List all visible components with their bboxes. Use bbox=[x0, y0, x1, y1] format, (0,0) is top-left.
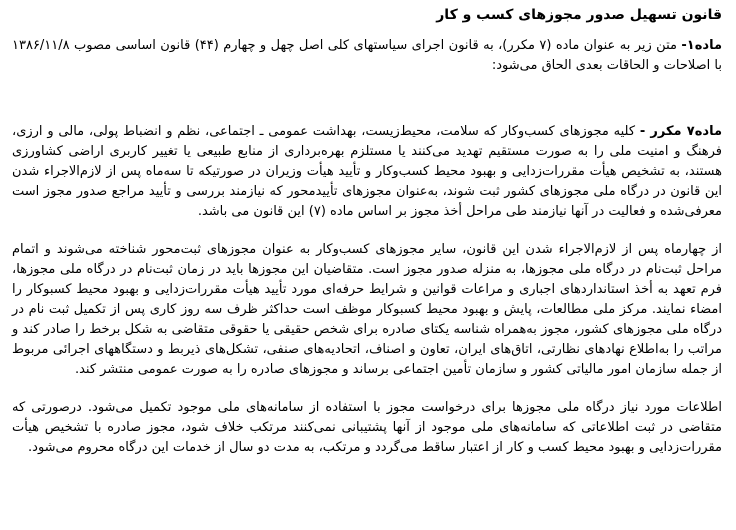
article-7-repeat-label: ماده۷ مکرر - bbox=[639, 124, 722, 139]
registration-paragraph: از چهارماه پس از لازم‌الاجراء شدن این قانون، سایر مجوزهای کسب‌وکار به عنوان مجوزهای ثبت‌محور شناخته می‌شوند و اتمام مراحل ثبت‌نام در درگاه ملی مجوزها، به منزله صدور مجوز است. متقاضیان این مجوزها باید در زمان ثبت‌نام در درگاه ملی مجوزها، فرم تعهد به أخذ استانداردهای اجباری و مراعات قوانین و شرایط حرفه‌ای مورد تأیید هیأت مقررات‌زدایی و بهبود محیط کسبوکار را امضاء نمایند. مرکز ملی مطالعات، پایش و بهبود محیط کسبوکار موظف است حداکثر ظرف سه روز کاری پس از تکمیل ثبت نام در درگاه ملی مجوزهای کشور، مجوز به‌همراه شناسه یکتای صادره برای شخص حقیقی یا حقوقی متقاضی به شکل برخط را صادر کند و مراتب را به‌اطلاع نهادهای نظارتی، اتاق‌های ایران، تعاون و اصناف، اتحادیه‌های صنفی، تشکل‌های ذیربط و دستگاههای اجرائی مربوط از جمله سازمان امور مالیاتی کشور و سازمان تأمین اجتماعی برساند و مجوزهای صادره را به صورت عمومی منتشر کند. bbox=[12, 242, 722, 377]
article-7-repeat-text: کلیه مجوزهای کسب‌وکار که سلامت، محیط‌زیست، بهداشت عمومی ـ اجتماعی، نظم و انضباط پولی، مالی و ارزی، فرهنگ و امنیت ملی را به صورت مستقیم تهدید می‌کنند یا مستلزم بهره‌برداری از منابع طبیعی یا تغییر کاربری اراضی کشاورزی هستند، به تشخیص هیأت مقررات‌زدایی و بهبود محیط کسب‌وکار و تأیید هیأت وزیران در صورتیکه تا سه‌ماه پس از لازم‌الاجراء شدن این قانون در درگاه ملی مجوزهای کشور ثبت شوند، به‌عنوان مجوزهای تأییدمحور که نیازمند بررسی و تأیید مراجع صدور مجوز است معرفی‌شده و فعالیت در آنها نیازمند طی مراحل أخذ مجوز بر اساس ماده (۷) این قانون می باشد. bbox=[12, 124, 722, 219]
article-1-paragraph bbox=[12, 36, 722, 76]
paragraph-spacer bbox=[12, 380, 722, 398]
paragraph-spacer bbox=[12, 222, 722, 240]
document-title: قانون تسهیل صدور مجوزهای کسب و کار bbox=[436, 7, 722, 23]
article-7-repeat-paragraph bbox=[12, 122, 722, 222]
information-paragraph: اطلاعات مورد نیاز درگاه ملی مجوزها برای درخواست مجوز با استفاده از سامانه‌های ملی موجود تکمیل می‌شود. درصورتی که متقاضی در ثبت اطلاعاتی که سامانه‌های ملی موجود از آنها پشتیبانی نمی‌کنند مرتکب خلاف شود، مجوز صادره با تشخیص هیأت مقررات‌زدایی و بهبود محیط کسب و کار از اعتبار ساقط می‌گردد و مرتکب، به مدت دو سال از خدمات این درگاه محروم می‌شود. bbox=[12, 400, 722, 455]
article-1-label: ماده۱- bbox=[681, 38, 722, 53]
paragraph-spacer bbox=[12, 76, 722, 122]
article-1-text: متن زیر به عنوان ماده (۷ مکرر)، به قانون اجرای سیاستهای کلی اصل چهل و چهارم (۴۴) قانون اساسی مصوب ۱۳۸۶/۱۱/۸ با اصلاحات و الحاقات بعدی الحاق می‌شود: bbox=[12, 38, 722, 73]
